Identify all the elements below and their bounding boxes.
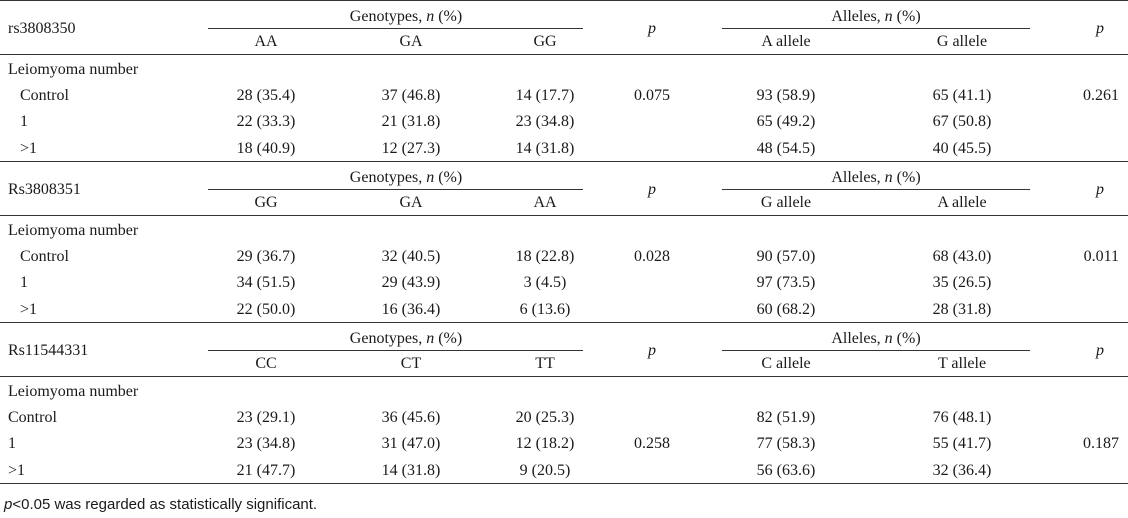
allele-cell: 40 (45.5) [932, 140, 992, 157]
p-genotype-value: 0.028 [634, 248, 670, 265]
top-rule [0, 0, 1128, 1]
genotype-col-header: GG [254, 194, 278, 211]
alleles-subrule [722, 350, 1030, 351]
allele-cell: 76 (48.1) [932, 409, 992, 426]
genotype-cell: 20 (25.3) [515, 409, 575, 426]
header-rule-1 [0, 215, 1128, 216]
genotype-cell: 29 (36.7) [236, 248, 296, 265]
genotypes-header-pct: (%) [434, 169, 463, 186]
genotypes-header-text: Genotypes, [349, 169, 427, 186]
p-allele-header: p [1096, 20, 1104, 37]
genotype-cell: 23 (29.1) [236, 409, 296, 426]
genotypes-header-pct: (%) [434, 8, 463, 25]
p-genotype-header: p [648, 342, 656, 359]
genotype-cell: 21 (31.8) [381, 113, 441, 130]
alleles-subrule [722, 189, 1030, 190]
allele-cell: 68 (43.0) [932, 248, 992, 265]
genotype-cell: 9 (20.5) [519, 462, 571, 479]
genotype-cell: 14 (31.8) [381, 462, 441, 479]
allele-cell: 90 (57.0) [756, 248, 816, 265]
p-genotype-value: 0.258 [634, 435, 670, 452]
genotypes-subrule [208, 350, 583, 351]
allele-cell: 67 (50.8) [932, 113, 992, 130]
section-rule-2 [0, 322, 1128, 323]
p-allele-header: p [1096, 181, 1104, 198]
genotypes-header [350, 329, 462, 349]
row-label: >1 [20, 301, 38, 318]
p-allele-value: 0.261 [1083, 87, 1119, 104]
alleles-header [831, 168, 920, 188]
genotype-col-header: CC [255, 355, 277, 372]
genotype-col-header: GA [399, 194, 423, 211]
alleles-header-n: n [884, 169, 893, 186]
genotypes-header-n: n [426, 330, 435, 347]
genotype-cell: 18 (22.8) [515, 248, 575, 265]
genotype-cell: 23 (34.8) [515, 113, 575, 130]
allele-col-header: T allele [937, 355, 987, 372]
allele-col-header: G allele [760, 194, 812, 211]
allele-cell: 56 (63.6) [756, 462, 816, 479]
allele-col-header: C allele [761, 355, 811, 372]
alleles-header-n: n [884, 330, 893, 347]
genotype-col-header: CT [400, 355, 422, 372]
allele-cell: 65 (41.1) [932, 87, 992, 104]
footnote-p-symbol: p [4, 496, 13, 513]
genotype-cell: 12 (18.2) [515, 435, 575, 452]
allele-cell: 28 (31.8) [932, 301, 992, 318]
row-label: 1 [8, 435, 16, 452]
genotypes-subrule [208, 28, 583, 29]
p-genotype-header: p [648, 181, 656, 198]
genotype-cell: 6 (13.6) [519, 301, 571, 318]
genotype-cell: 29 (43.9) [381, 274, 441, 291]
snp-label: rs3808350 [8, 20, 76, 37]
allele-col-header: G allele [936, 33, 988, 50]
genotype-cell: 34 (51.5) [236, 274, 296, 291]
group-label: Leiomyoma number [8, 61, 139, 78]
genotype-cell: 16 (36.4) [381, 301, 441, 318]
alleles-header-pct: (%) [892, 330, 921, 347]
group-label: Leiomyoma number [8, 222, 139, 239]
row-label: Control [20, 87, 69, 104]
genotype-col-header: TT [535, 355, 555, 372]
p-genotype-header: p [648, 20, 656, 37]
genotypes-header-n: n [426, 169, 435, 186]
genotype-cell: 31 (47.0) [381, 435, 441, 452]
alleles-header-pct: (%) [892, 8, 921, 25]
group-label: Leiomyoma number [8, 383, 139, 400]
row-label: Control [8, 409, 57, 426]
genotype-cell: 22 (33.3) [236, 113, 296, 130]
genotypes-header-pct: (%) [434, 330, 463, 347]
allele-cell: 60 (68.2) [756, 301, 816, 318]
genotype-cell: 28 (35.4) [236, 87, 296, 104]
genotypes-header [350, 168, 462, 188]
row-label: >1 [20, 140, 38, 157]
bottom-rule [0, 483, 1128, 484]
table-footnote [4, 495, 317, 515]
allele-col-header: A allele [761, 33, 811, 50]
allele-cell: 35 (26.5) [932, 274, 992, 291]
genotype-cell: 23 (34.8) [236, 435, 296, 452]
allele-cell: 82 (51.9) [756, 409, 816, 426]
genotype-cell: 3 (4.5) [523, 274, 567, 291]
section-rule-1 [0, 161, 1128, 162]
genotype-col-header: GG [533, 33, 557, 50]
genotype-cell: 22 (50.0) [236, 301, 296, 318]
snp-label: Rs3808351 [8, 181, 81, 198]
header-rule-2 [0, 376, 1128, 377]
genotype-col-header: GA [399, 33, 423, 50]
genotype-cell: 32 (40.5) [381, 248, 441, 265]
allele-cell: 55 (41.7) [932, 435, 992, 452]
p-allele-header: p [1096, 342, 1104, 359]
alleles-header-text: Alleles, [831, 169, 885, 186]
alleles-header-pct: (%) [892, 169, 921, 186]
row-label: 1 [20, 274, 28, 291]
genotype-col-header: AA [533, 194, 557, 211]
genotype-cell: 37 (46.8) [381, 87, 441, 104]
genotypes-header-n: n [426, 8, 435, 25]
genotype-cell: 14 (17.7) [515, 87, 575, 104]
row-label: Control [20, 248, 69, 265]
alleles-header-text: Alleles, [831, 330, 885, 347]
genotypes-header-text: Genotypes, [349, 8, 427, 25]
header-rule-0 [0, 54, 1128, 55]
p-allele-value: 0.187 [1083, 435, 1119, 452]
footnote-text: <0.05 was regarded as statistically significant. [12, 496, 318, 513]
genotype-cell: 18 (40.9) [236, 140, 296, 157]
p-allele-value: 0.011 [1083, 248, 1119, 265]
genotypes-header [350, 7, 462, 27]
alleles-header [831, 329, 920, 349]
genotypes-header-text: Genotypes, [349, 330, 427, 347]
allele-cell: 93 (58.9) [756, 87, 816, 104]
alleles-subrule [722, 28, 1030, 29]
genotype-cell: 36 (45.6) [381, 409, 441, 426]
snp-label: Rs11544331 [8, 342, 89, 359]
genotype-col-header: AA [254, 33, 278, 50]
genotypes-subrule [208, 189, 583, 190]
allele-cell: 32 (36.4) [932, 462, 992, 479]
p-genotype-value: 0.075 [634, 87, 670, 104]
alleles-header-n: n [884, 8, 893, 25]
allele-col-header: A allele [937, 194, 987, 211]
allele-cell: 48 (54.5) [756, 140, 816, 157]
allele-cell: 97 (73.5) [756, 274, 816, 291]
allele-cell: 77 (58.3) [756, 435, 816, 452]
row-label: >1 [8, 462, 26, 479]
allele-cell: 65 (49.2) [756, 113, 816, 130]
genotype-cell: 12 (27.3) [381, 140, 441, 157]
genotype-cell: 21 (47.7) [236, 462, 296, 479]
genotype-cell: 14 (31.8) [515, 140, 575, 157]
row-label: 1 [20, 113, 28, 130]
alleles-header-text: Alleles, [831, 8, 885, 25]
alleles-header [831, 7, 920, 27]
